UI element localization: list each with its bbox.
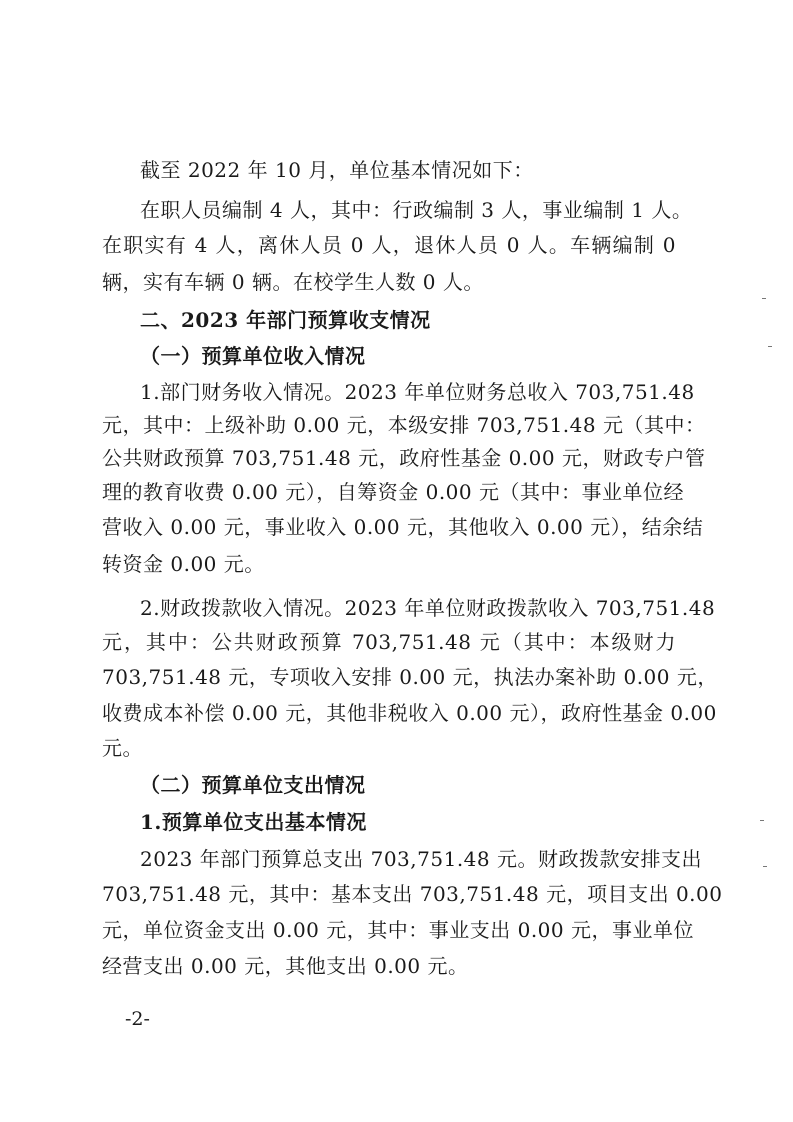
subsection-heading-1: （一）预算单位收入情况 — [140, 344, 366, 368]
paragraph-line-23: 经营支出 0.00 元，其他支出 0.00 元。 — [102, 954, 469, 978]
paragraph-line-9: 公共财政预算 703,751.48 元，政府性基金 0.00 元，财政专户管 — [102, 446, 706, 470]
paragraph-line-22: 元，单位资金支出 0.00 元，其中：事业支出 0.00 元，事业单位 — [102, 918, 694, 942]
paragraph-line-15: 703,751.48 元，专项收入安排 0.00 元，执法办案补助 0.00 元， — [102, 665, 718, 689]
paragraph-line-7: 1.部门财务收入情况。2023 年单位财务总收入 703,751.48 — [140, 380, 695, 404]
paragraph-line-13: 2.财政拨款收入情况。2023 年单位财政拨款收入 703,751.48 — [140, 596, 716, 620]
page-number: -2- — [125, 1008, 150, 1030]
sub-subsection-heading: 1.预算单位支出基本情况 — [140, 810, 367, 834]
paragraph-line-16: 收费成本补偿 0.00 元，其他非税收入 0.00 元），政府性基金 0.00 — [102, 701, 717, 725]
paragraph-line-21: 703,751.48 元，其中：基本支出 703,751.48 元，项目支出 0.00 — [102, 882, 723, 906]
scan-speck — [763, 866, 767, 867]
subsection-heading-2: （二）预算单位支出情况 — [140, 773, 366, 797]
scan-speck — [762, 298, 766, 299]
scan-speck — [768, 346, 772, 347]
paragraph-line-3: 在职实有 4 人，离休人员 0 人，退休人员 0 人。车辆编制 0 — [102, 233, 676, 257]
paragraph-line-1: 截至 2022 年 10 月，单位基本情况如下： — [140, 158, 534, 182]
scan-speck — [760, 820, 764, 821]
paragraph-line-4: 辆，实有车辆 0 辆。在校学生人数 0 人。 — [102, 270, 484, 294]
paragraph-line-12: 转资金 0.00 元。 — [102, 552, 265, 576]
paragraph-line-14: 元，其中：公共财政预算 703,751.48 元（其中：本级财力 — [102, 630, 676, 654]
paragraph-line-2: 在职人员编制 4 人，其中：行政编制 3 人，事业编制 1 人。 — [140, 198, 693, 222]
paragraph-line-20: 2023 年部门预算总支出 703,751.48 元。财政拨款安排支出 — [140, 847, 702, 871]
paragraph-line-11: 营收入 0.00 元，事业收入 0.00 元，其他收入 0.00 元），结余结 — [102, 515, 704, 539]
section-heading-2: 二、2023 年部门预算收支情况 — [140, 308, 431, 332]
paragraph-line-8: 元，其中：上级补助 0.00 元，本级安排 703,751.48 元（其中： — [102, 413, 706, 437]
paragraph-line-17: 元。 — [102, 736, 143, 760]
paragraph-line-10: 理的教育收费 0.00 元），自筹资金 0.00 元（其中：事业单位经 — [102, 480, 684, 504]
